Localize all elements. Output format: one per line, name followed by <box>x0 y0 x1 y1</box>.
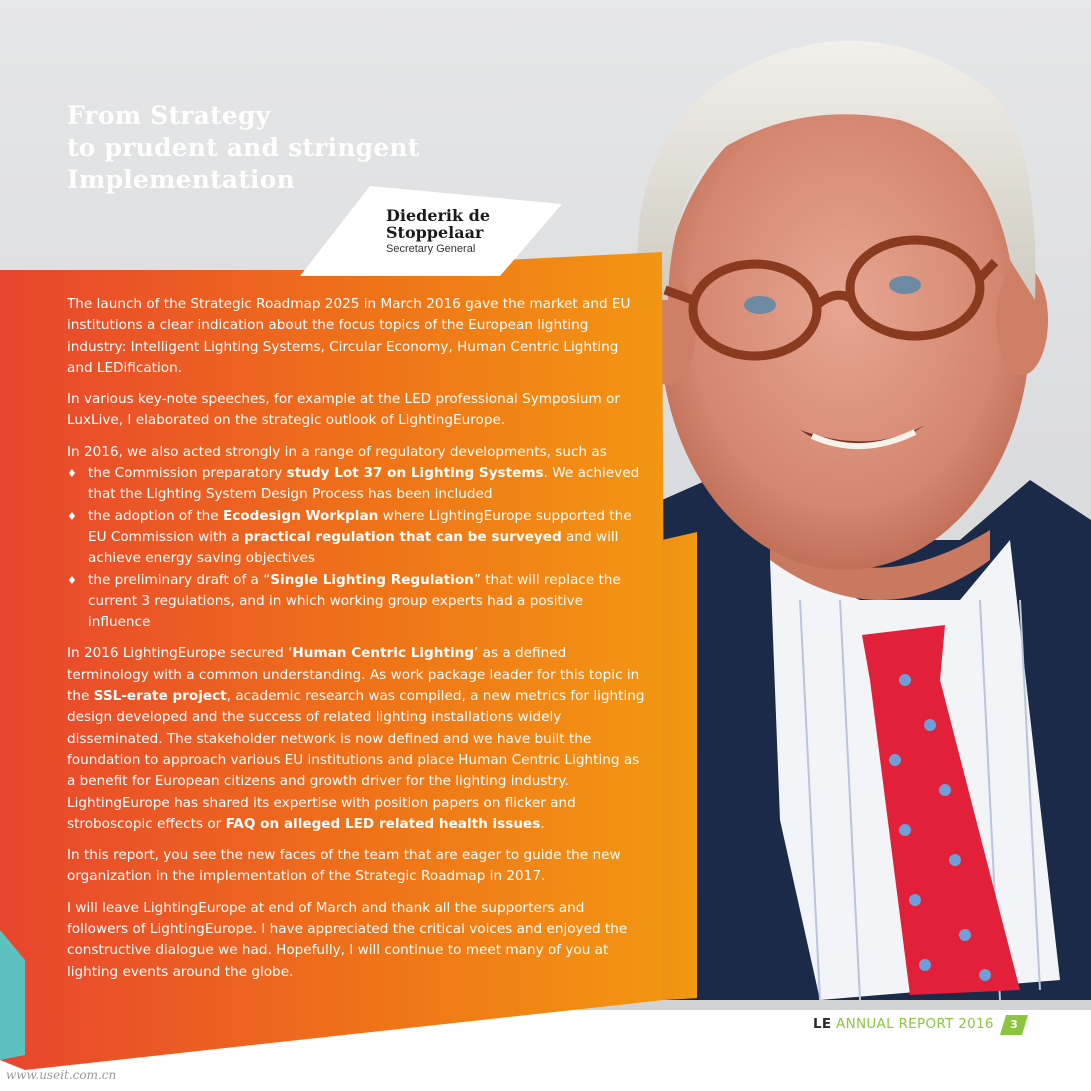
paragraph-1: The launch of the Strategic Roadmap 2025 in March 2016 gave the market and EU institutions a clear indication about the focus topics of the European lighting industry: Intelligent Lighting Systems, Circular Economy, Human Centric Lighting and LEDification. <box>67 296 631 376</box>
highlight-link: FAQ on alleged LED related health issues <box>225 815 541 832</box>
paragraph-5: In this report, you see the new faces of the team that are eager to guide the new organization in the implementation of the Strategic Roadmap in 2017. <box>67 847 621 885</box>
page-number-badge <box>1000 1015 1028 1035</box>
author-name-line-1: Diederik de <box>386 206 491 225</box>
regulatory-list <box>67 463 647 633</box>
author-role: Secretary General <box>386 243 476 255</box>
diamond-bullet-icon: ♦ <box>67 509 77 523</box>
list-item: ♦ the Commission preparatory study Lot 37 on Lighting Systems. We achieved that the Lighting System Design Process has been included <box>67 465 640 503</box>
highlight-link: study Lot 37 on Lighting Systems <box>286 465 544 482</box>
paragraph-3: In 2016, we also acted strongly in a range of regulatory developments, such as <box>67 443 607 460</box>
highlight-link: Single Lighting Regulation <box>270 571 474 588</box>
paragraph-6: I will leave LightingEurope at end of March and thank all the supporters and followers of LightingEurope. I have appreciated the critical voices and enjoyed the constructive dialogue we had. Hopefully, I will continue to meet many of you at lighting events around the globe. <box>67 899 628 980</box>
watermark: www.useit.com.cn <box>6 1068 117 1082</box>
page-number: 3 <box>1010 1018 1018 1031</box>
paragraph-4: In 2016 LightingEurope secured ‘Human Centric Lighting’ as a defined terminology with a common understanding. As work package leader for this topic in the SSL-erate project, academic research was compiled, a new metrics for lighting design developed and the success of related lighting installations widely disseminated. The stakeholder network is now defined and we have built the foundation to approach various EU institutions and place Human Centric Lighting as a benefit for European citizens and growth driver for the lighting industry. LightingEurope has shared its expertise with position papers on flicker and stroboscopic effects or FAQ on alleged LED related health issues. <box>67 645 645 832</box>
list-item: ♦ the preliminary draft of a “Single Lighting Regulation” that will replace the current 3 regulations, and in which working group experts had a positive influence <box>67 571 621 631</box>
highlight-link: practical regulation that can be surveyed <box>243 528 562 545</box>
article-body <box>67 294 647 993</box>
page-footer <box>813 1016 994 1032</box>
diamond-bullet-icon: ♦ <box>67 573 77 587</box>
footer-report-label: ANNUAL REPORT 2016 <box>836 1016 994 1032</box>
article-title <box>67 100 420 196</box>
highlight-link: Ecodesign Workplan <box>222 507 379 524</box>
highlight-link: Human Centric Lighting <box>292 645 475 662</box>
footer-brand: LE <box>813 1016 832 1032</box>
author-block <box>386 207 490 255</box>
list-item: ♦ the adoption of the Ecodesign Workplan where LightingEurope supported the EU Commission with a practical regulation that can be surveyed and will achieve energy saving objectives <box>67 507 632 567</box>
author-name-line-2: Stoppelaar <box>386 223 484 242</box>
highlight-link: SSL-erate project <box>93 688 227 705</box>
title-line-3: Implementation <box>67 165 296 194</box>
title-line-2: to prudent and stringent <box>67 133 420 162</box>
diamond-bullet-icon: ♦ <box>67 467 77 481</box>
paragraph-2: In various key-note speeches, for example at the LED professional Symposium or LuxLive, I elaborated on the strategic outlook of LightingEurope. <box>67 391 620 429</box>
title-line-1: From Strategy <box>67 101 271 130</box>
